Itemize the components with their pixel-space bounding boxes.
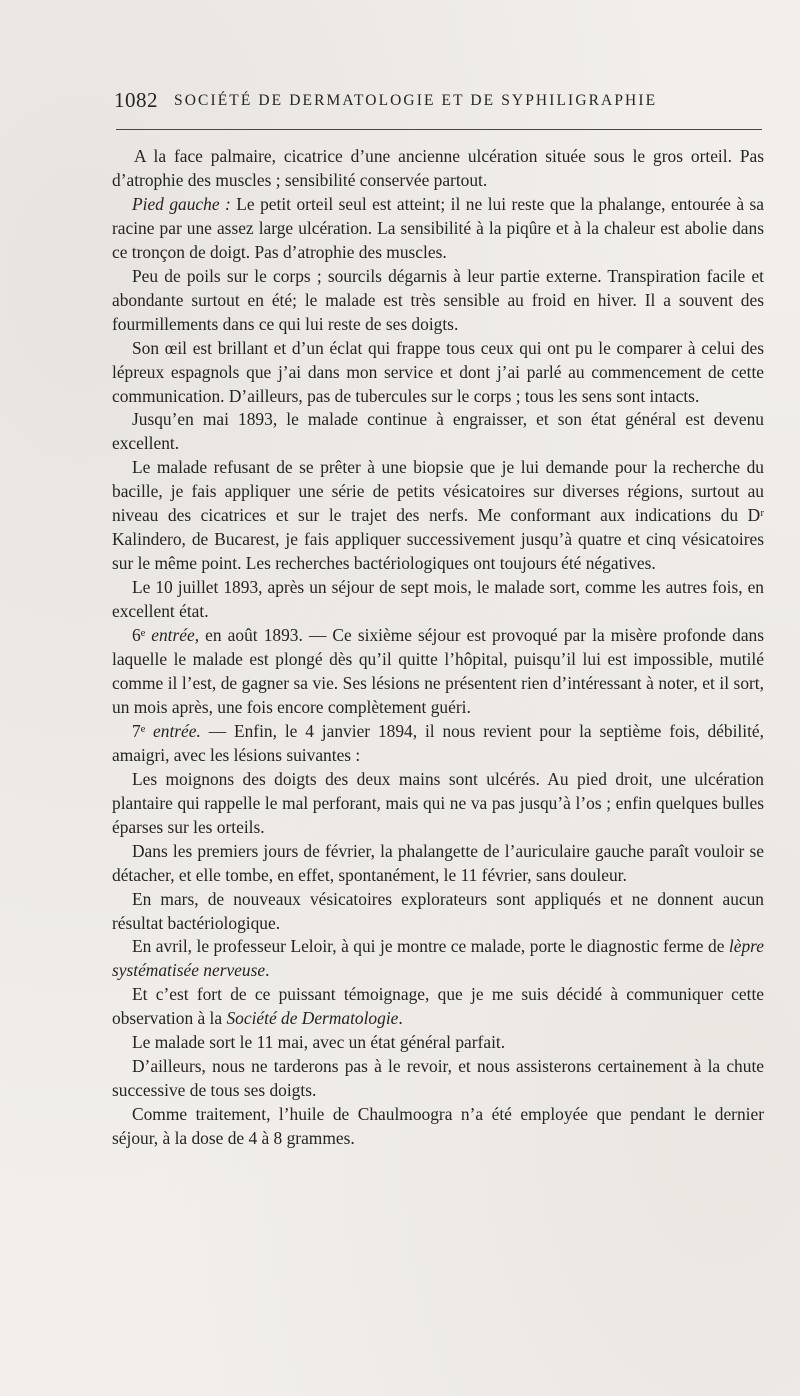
- paragraph-lead: Pied gauche :: [132, 193, 231, 214]
- paragraph-italic: lèpre systématisée nerveuse: [112, 936, 764, 981]
- paragraph: Peu de poils sur le corps ; sourcils dégarnis à leur partie externe. Transpiration facile et abondante surtout en été; le malade est très sensible au froid en hiver. Il a souvent des fourmillements dans ce qui lui reste de ses doigts.: [112, 265, 764, 334]
- paragraph: A la face palmaire, cicatrice d’une ancienne ulcération située sous le gros orteil. Pas d’atrophie des muscles ; sensibilité conservée partout.: [112, 146, 764, 190]
- paragraph-italic: Société de Dermatologie: [226, 1008, 399, 1029]
- paragraph: Son œil est brillant et d’un éclat qui frappe tous ceux qui ont pu le comparer à celui des lépreux espagnols que j’ai dans mon service et dont j’ai parlé au commencement de cette communication. D’ailleurs, pas de tubercules sur le corps ; tous les sens sont intacts.: [112, 337, 764, 406]
- body-text: [112, 145, 764, 1151]
- paragraph: Comme traitement, l’huile de Chaulmoogra n’a été employée que pendant le dernier séjour, à la dose de 4 à 8 grammes.: [112, 1104, 764, 1149]
- paragraph: 7ᵉ entrée. — Enfin, le 4 janvier 1894, il nous revient pour la septième fois, débilité, amaigri, avec les lésions suivantes :: [112, 720, 764, 765]
- paragraph: Le malade refusant de se prêter à une biopsie que je lui demande pour la recherche du bacille, je fais appliquer une série de petits vésicatoires sur diverses régions, surtout au niveau des cicatrices et sur le trajet des nerfs. Me conformant aux indications du Dʳ Kalindero, de Bucarest, je fais appliquer successivement jusqu’à quatre et cinq vésicatoires sur le même point. Les recherches bactériologiques ont toujours été négatives.: [112, 457, 764, 574]
- paragraph: Jusqu’en mai 1893, le malade continue à engraisser, et son état général est devenu excellent.: [112, 409, 764, 454]
- paragraph: Pied gauche : Le petit orteil seul est atteint; il ne lui reste que la phalange, entourée à sa racine par une assez large ulcération. La sensibilité à la piqûre et à la chaleur est abolie dans ce tronçon de doigt. Pas d’atrophie des muscles.: [112, 193, 765, 262]
- paragraph: Le malade sort le 11 mai, avec un état général parfait.: [132, 1032, 506, 1053]
- paragraph-lead: entrée.: [153, 720, 201, 741]
- running-header: [114, 88, 762, 118]
- paragraph: D’ailleurs, nous ne tarderons pas à le revoir, et nous assisterons certainement à la chute successive de tous ses doigts.: [112, 1056, 764, 1101]
- paragraph: Dans les premiers jours de février, la phalangette de l’auriculaire gauche paraît vouloir se détacher, et elle tombe, en effet, spontanément, le 11 février, sans douleur.: [112, 840, 764, 885]
- paragraph-lead: entrée: [151, 625, 195, 646]
- paragraph: 6ᵉ entrée, en août 1893. — Ce sixième séjour est provoqué par la misère profonde dans laquelle le malade est plongé dès qu’il quitte l’hôpital, puisqu’il lui est impossible, mutilé comme il l’est, de gagner sa vie. Ses lésions ne présentent rien d’intéressant à noter, et il sort, un mois après, une fois encore complètement guéri.: [112, 625, 764, 717]
- page-number: 1082: [114, 88, 158, 112]
- running-title: SOCIÉTÉ DE DERMATOLOGIE ET DE SYPHILIGRAPHIE: [174, 92, 658, 109]
- paragraph: Et c’est fort de ce puissant témoignage, que je me suis décidé à communiquer cette observation à la Société de Dermatologie.: [112, 984, 764, 1029]
- header-rule: [116, 129, 762, 130]
- paragraph: En avril, le professeur Leloir, à qui je montre ce malade, porte le diagnostic ferme de lèpre systématisée nerveuse.: [112, 936, 764, 981]
- paragraph: En mars, de nouveaux vésicatoires explorateurs sont appliqués et ne donnent aucun résultat bactériologique.: [112, 888, 764, 933]
- paragraph: Le 10 juillet 1893, après un séjour de sept mois, le malade sort, comme les autres fois, en excellent état.: [112, 577, 764, 622]
- paragraph: Les moignons des doigts des deux mains sont ulcérés. Au pied droit, une ulcération plantaire qui rappelle le mal perforant, mais qui ne va pas jusqu’à l’os ; enfin quelques bulles éparses sur les orteils.: [112, 768, 764, 837]
